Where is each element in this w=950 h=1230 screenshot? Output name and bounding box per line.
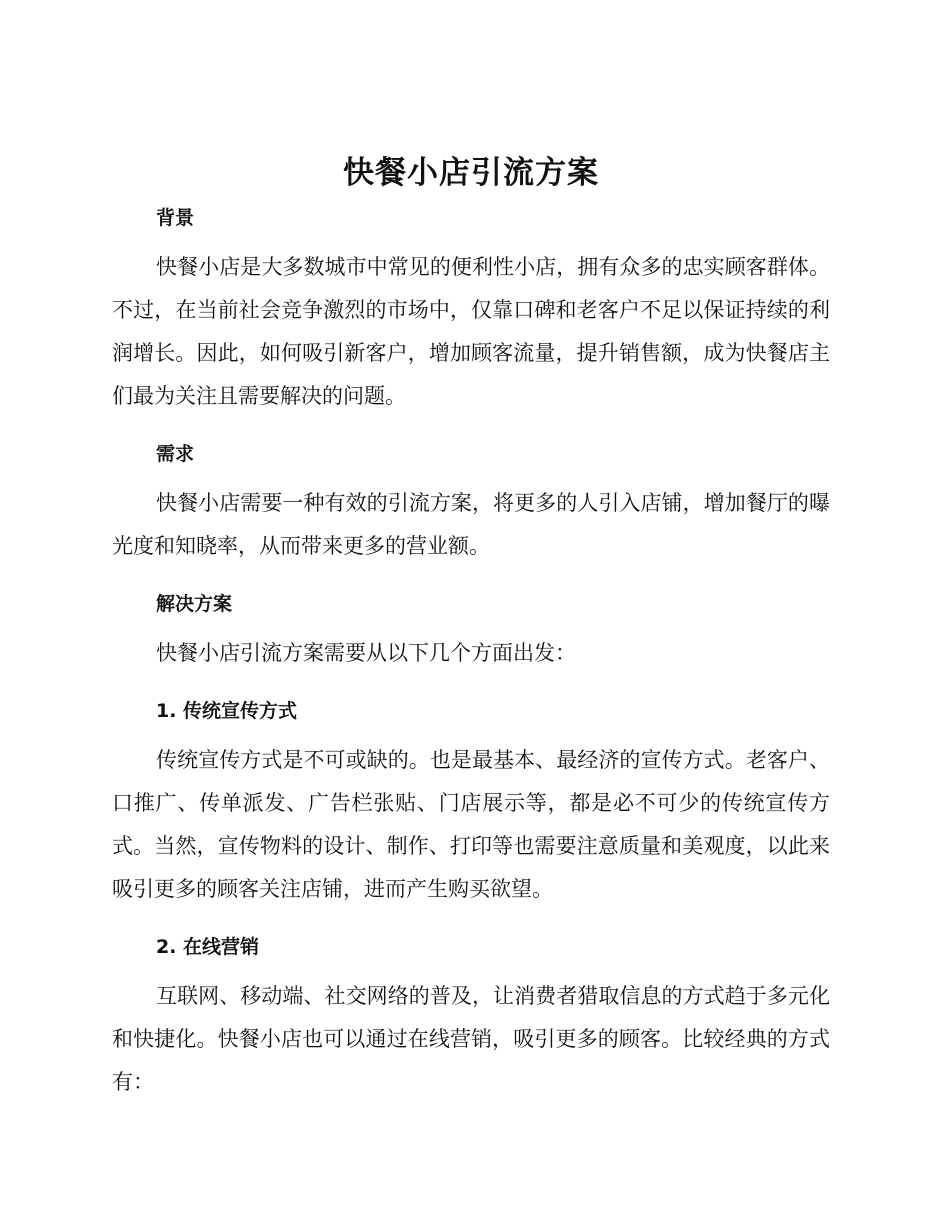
section-heading: 2. 在线营销 — [156, 936, 260, 958]
spacer — [112, 232, 830, 246]
spacer — [112, 618, 830, 632]
spacer — [112, 418, 830, 440]
paragraph: 快餐小店需要一种有效的引流方案，将更多的人引入店铺，增加餐厅的曝光度和知晓率，从而带来更多的营业额。 — [112, 491, 830, 558]
spacer — [112, 675, 830, 697]
document-title: 快餐小店引流方案 — [343, 155, 599, 191]
paragraph: 快餐小店引流方案需要从以下几个方面出发： — [156, 641, 576, 665]
spacer — [112, 568, 830, 590]
section-traditional-promotion — [112, 697, 830, 911]
section-heading: 需求 — [156, 443, 195, 465]
section-heading: 背景 — [156, 207, 195, 229]
section-requirement — [112, 440, 830, 568]
spacer — [112, 911, 830, 933]
spacer — [112, 468, 830, 482]
spacer — [112, 725, 830, 739]
paragraph: 互联网、移动端、社交网络的普及，让消费者猎取信息的方式趋于多元化和快捷化。快餐小店也可以通过在线营销，吸引更多的顾客。比较经典的方式有： — [112, 984, 830, 1094]
section-heading: 解决方案 — [156, 593, 233, 615]
paragraph: 快餐小店是大多数城市中常见的便利性小店，拥有众多的忠实顾客群体。不过，在当前社会竞争激烈的市场中，仅靠口碑和老客户不足以保证持续的利润增长。因此，如何吸引新客户，增加顾客流量，提升销售额，成为快餐店主们最为关注且需要解决的问题。 — [112, 255, 830, 408]
section-online-marketing — [112, 933, 830, 1104]
section-solution — [112, 590, 830, 675]
section-heading: 1. 传统宣传方式 — [156, 700, 298, 722]
paragraph: 传统宣传方式是不可或缺的。也是最基本、最经济的宣传方式。老客户、口推广、传单派发、广告栏张贴、门店展示等，都是必不可少的传统宣传方式。当然，宣传物料的设计、制作、打印等也需要注意质量和美观度，以此来吸引更多的顾客关注店铺，进而产生购买欲望。 — [112, 748, 830, 901]
section-background — [112, 204, 830, 418]
spacer — [112, 961, 830, 975]
